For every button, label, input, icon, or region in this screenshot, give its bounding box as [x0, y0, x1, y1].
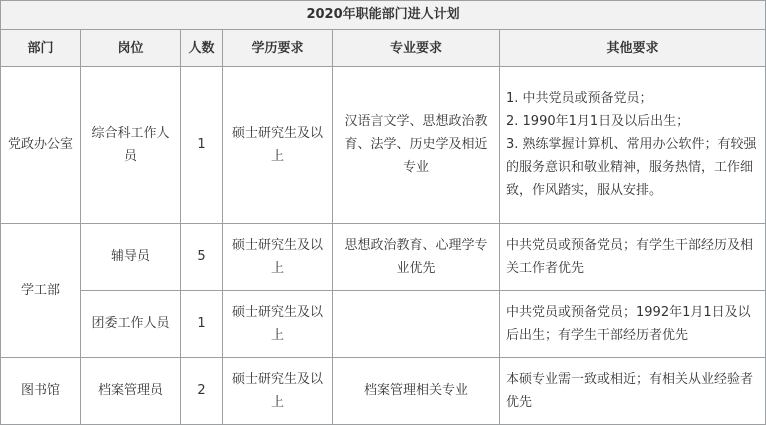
table-row: [1, 357, 766, 424]
cell-education: 硕士研究生及以上: [223, 357, 333, 424]
cell-department: 图书馆: [1, 357, 81, 424]
cell-major: 思想政治教育、心理学专业优先: [333, 223, 500, 290]
cell-position: 档案管理员: [81, 357, 181, 424]
cell-other: [500, 223, 766, 290]
header-row: [1, 30, 766, 67]
other-line: 中共党员或预备党员；有学生干部经历及相关工作者优先: [506, 237, 754, 276]
cell-major: 汉语言文学、思想政治教育、法学、历史学及相近专业: [333, 67, 500, 223]
table-row: [1, 223, 766, 290]
other-line: 中共党员或预备党员；1992年1月1日及以后出生；有学生干部经历者优先: [506, 304, 751, 343]
cell-other: [500, 290, 766, 357]
title-row: [1, 1, 766, 30]
cell-count: 1: [181, 67, 223, 223]
cell-major: [333, 290, 500, 357]
other-line: 3. 熟练掌握计算机、常用办公软件；有较强的服务意识和敬业精神，服务热情，工作细致，作风踏实，服从安排。: [506, 137, 757, 199]
header-other: 其他要求: [500, 30, 766, 67]
cell-count: 5: [181, 223, 223, 290]
header-position: 岗位: [81, 30, 181, 67]
header-count: 人数: [181, 30, 223, 67]
other-line: 2. 1990年1月1日及以后出生；: [506, 114, 690, 130]
cell-education: 硕士研究生及以上: [223, 223, 333, 290]
cell-other: [500, 67, 766, 223]
cell-major: 档案管理相关专业: [333, 357, 500, 424]
header-major: 专业要求: [333, 30, 500, 67]
other-line: 1. 中共党员或预备党员；: [506, 91, 653, 107]
cell-count: 2: [181, 357, 223, 424]
cell-position: 综合科工作人员: [81, 67, 181, 223]
cell-position: 团委工作人员: [81, 290, 181, 357]
other-line: 本硕专业需一致或相近；有相关从业经验者优先: [506, 371, 754, 410]
cell-department: 学工部: [1, 223, 81, 357]
cell-department: 党政办公室: [1, 67, 81, 223]
cell-education: 硕士研究生及以上: [223, 67, 333, 223]
header-department: 部门: [1, 30, 81, 67]
cell-position: 辅导员: [81, 223, 181, 290]
cell-count: 1: [181, 290, 223, 357]
table-title: 2020年职能部门进人计划: [1, 1, 766, 30]
cell-other: [500, 357, 766, 424]
table-row: [1, 290, 766, 357]
table-row: [1, 67, 766, 223]
header-education: 学历要求: [223, 30, 333, 67]
cell-education: 硕士研究生及以上: [223, 290, 333, 357]
